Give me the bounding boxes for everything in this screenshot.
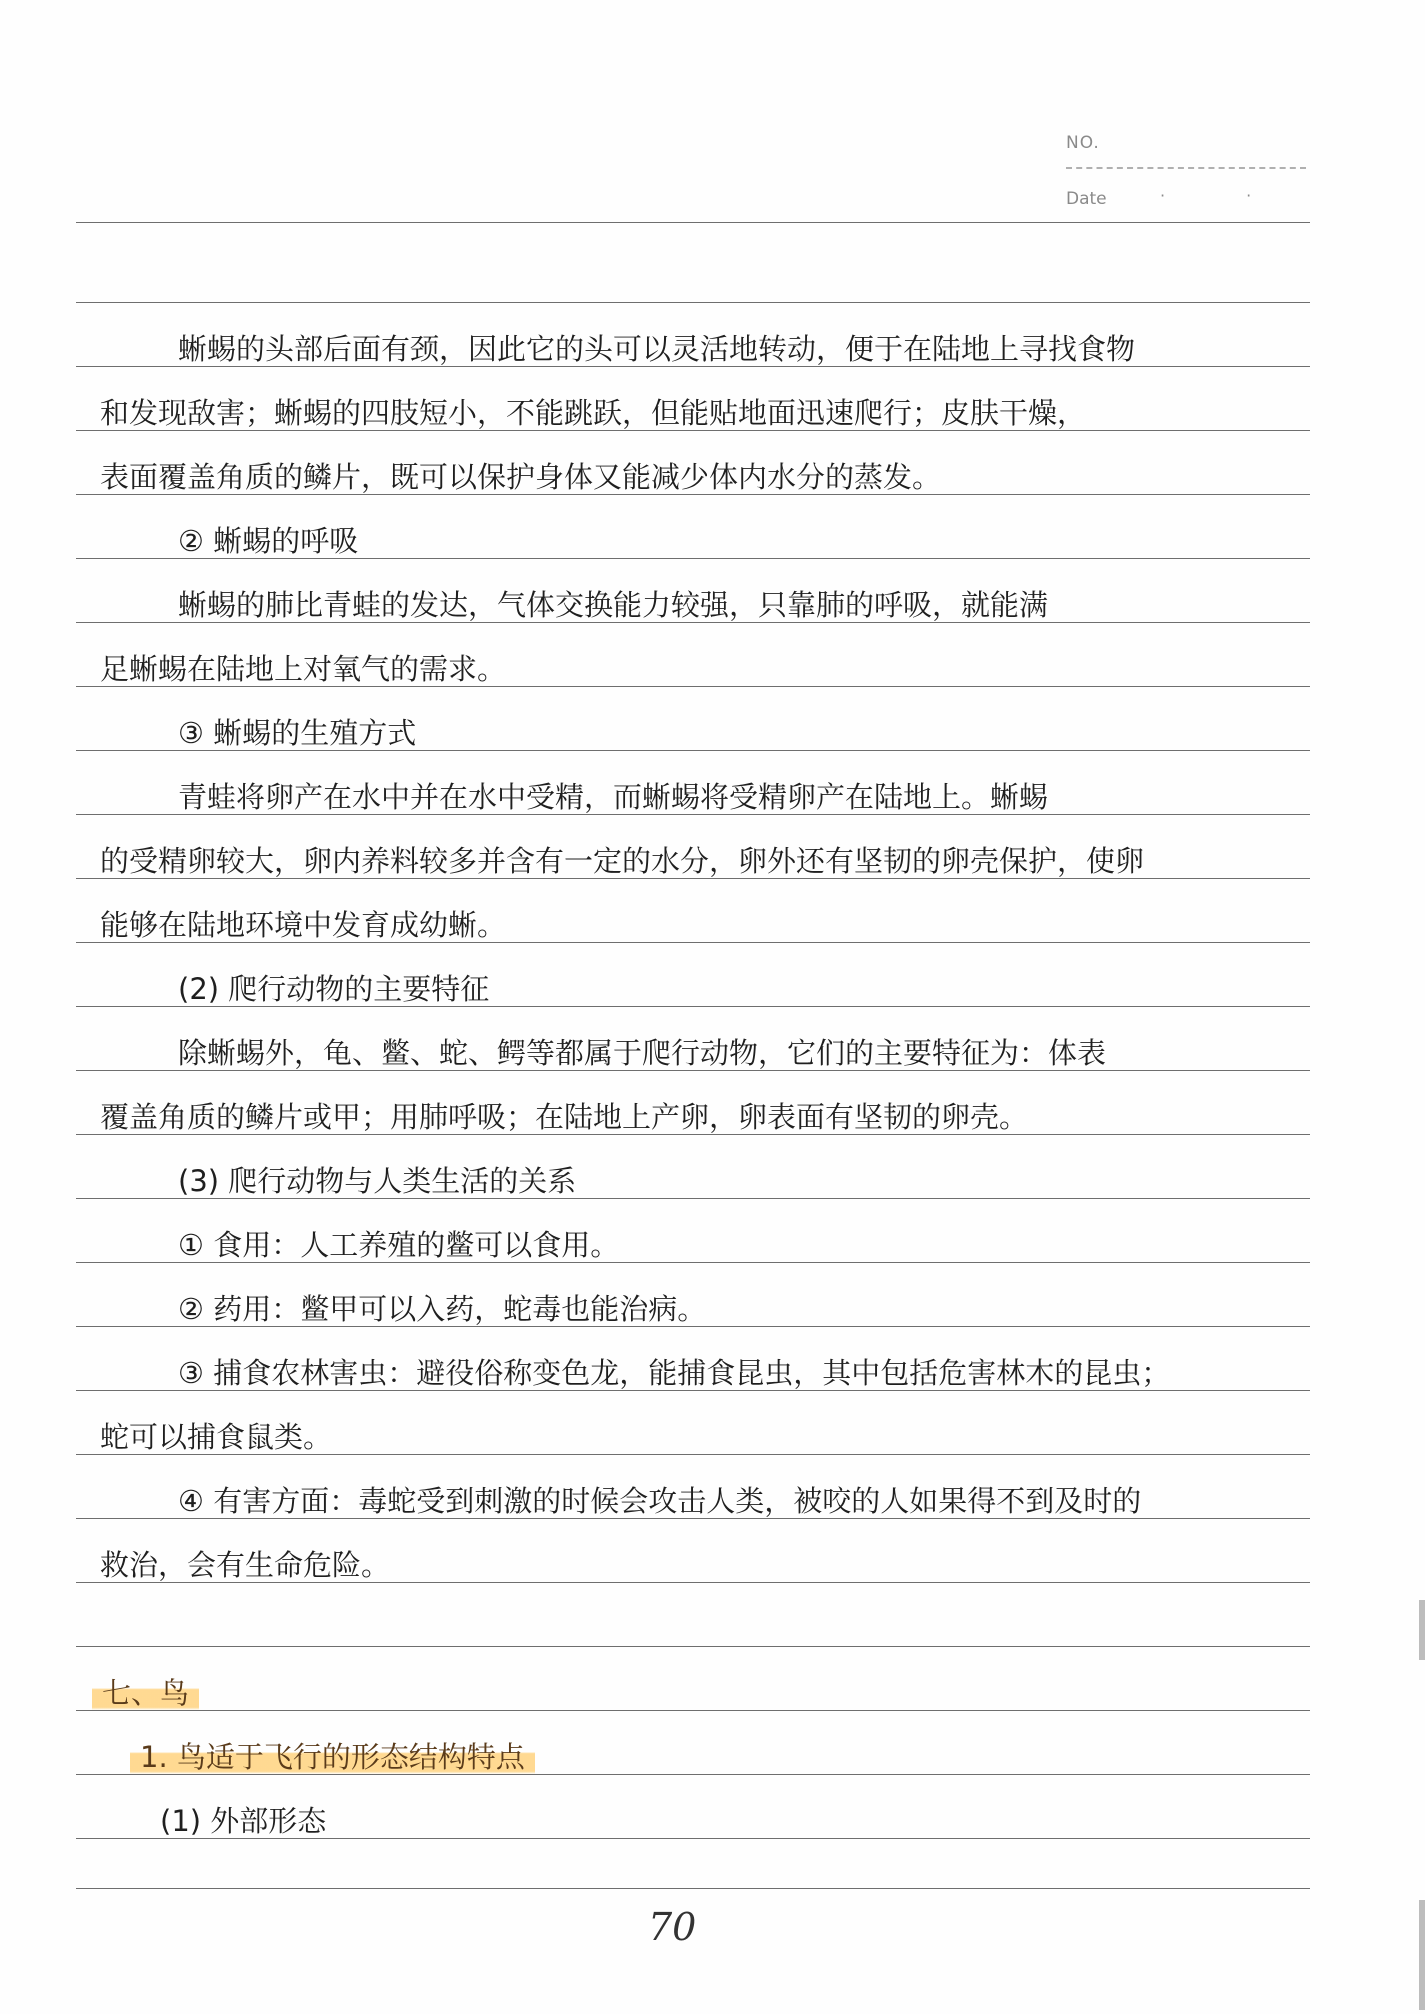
note-line: 蜥蜴的肺比青蛙的发达，气体交换能力较强，只靠肺的呼吸，就能满 — [178, 588, 1049, 622]
note-line: 救治，会有生命危险。 — [100, 1548, 391, 1582]
note-line: ① 食用：人工养殖的鳖可以食用。 — [178, 1228, 620, 1262]
section-heading-row — [92, 1664, 1292, 1722]
ruled-line — [76, 1888, 1310, 1889]
note-line: 蜥蜴的头部后面有颈，因此它的头可以灵活地转动，便于在陆地上寻找食物 — [178, 332, 1136, 366]
ruled-line — [76, 222, 1310, 223]
note-line: 能够在陆地环境中发育成幼蜥。 — [100, 908, 507, 942]
note-line: ④ 有害方面：毒蛇受到刺激的时候会攻击人类，被咬的人如果得不到及时的 — [178, 1484, 1142, 1518]
subsection-heading-row — [130, 1728, 1330, 1786]
header-no-label: NO. — [1066, 133, 1100, 153]
page-number: 70 — [648, 1905, 697, 1949]
scan-edge-mark — [1419, 1600, 1425, 1660]
note-line: 和发现敌害；蜥蜴的四肢短小，不能跳跃，但能贴地面迅速爬行；皮肤干燥， — [100, 396, 1087, 430]
header-dashed-divider — [1066, 167, 1306, 169]
note-line: ② 药用：鳖甲可以入药，蛇毒也能治病。 — [178, 1292, 707, 1326]
section-heading: 七、鸟 — [92, 1676, 199, 1710]
ruled-line — [76, 1646, 1310, 1647]
note-line: 足蜥蜴在陆地上对氧气的需求。 — [100, 652, 507, 686]
note-subheading: (2) 爬行动物的主要特征 — [178, 972, 490, 1006]
note-subheading: ③ 蜥蜴的生殖方式 — [178, 716, 417, 750]
note-subheading: ② 蜥蜴的呼吸 — [178, 524, 359, 558]
note-line: 的受精卵较大，卵内养料较多并含有一定的水分，卵外还有坚韧的卵壳保护，使卵 — [100, 844, 1145, 878]
note-line: 除蜥蜴外，龟、鳖、蛇、鳄等都属于爬行动物，它们的主要特征为：体表 — [178, 1036, 1107, 1070]
note-line: 蛇可以捕食鼠类。 — [100, 1420, 333, 1454]
item-heading: (1) 外部形态 — [160, 1804, 327, 1838]
ruled-line — [76, 302, 1310, 303]
note-subheading: (3) 爬行动物与人类生活的关系 — [178, 1164, 577, 1198]
note-line: ③ 捕食农林害虫：避役俗称变色龙，能捕食昆虫，其中包括危害林木的昆虫； — [178, 1356, 1171, 1390]
note-line: 覆盖角质的鳞片或甲；用肺呼吸；在陆地上产卵，卵表面有坚韧的卵壳。 — [100, 1100, 1029, 1134]
header-date-label: Date — [1066, 189, 1107, 209]
subsection-heading: 1. 鸟适于飞行的形态结构特点 — [130, 1740, 535, 1774]
note-line: 青蛙将卵产在水中并在水中受精，而蜥蜴将受精卵产在陆地上。蜥蜴 — [178, 780, 1049, 814]
scan-edge-mark — [1419, 1900, 1425, 2010]
note-line: 表面覆盖角质的鳞片，既可以保护身体又能减少体内水分的蒸发。 — [100, 460, 942, 494]
header-date-dots: · · — [1160, 186, 1290, 205]
